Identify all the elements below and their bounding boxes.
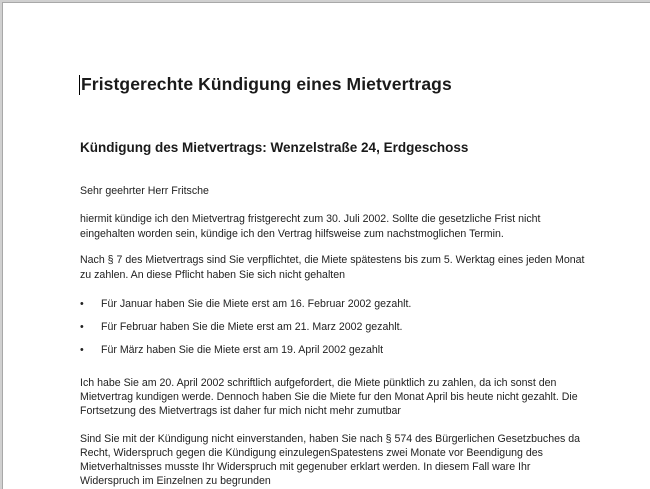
paragraph-3-line-1: Ich habe Sie am 20. April 2002 schriftlich aufgefordert, die Miete pünktlich zu zahlen, da ich sonst den [80,377,557,389]
bullet-icon: • [80,298,84,310]
paragraph-3-line-3: Fortsetzung des Mietvertrags ist daher fur mich nicht mehr zumutbar [80,405,401,417]
text-cursor [79,75,80,95]
letter-subject: Kündigung des Mietvertrags: Wenzelstraße 24, Erdgeschoss [80,140,469,155]
paragraph-2-line-2: zu zahlen. An diese Pflicht haben Sie sich nicht gehalten [80,269,346,281]
salutation: Sehr geehrter Herr Fritsche [80,185,209,197]
paragraph-3-line-2: Mietvertrag kundigen werde. Dennoch haben Sie die Miete fur den Monat April bis heute nicht gezahlt. Die [80,391,578,403]
bullet-icon: • [80,344,84,356]
document-page[interactable] [2,2,650,489]
paragraph-4-line-2: Recht, Widerspruch gegen die Kündigung einzulegenSpatestens zwei Monate vor Beendigung des [80,447,543,459]
paragraph-1-line-1: hiermit kündige ich den Mietvertrag fristgerecht zum 30. Juli 2002. Sollte die gesetzliche Frist nicht [80,213,541,225]
paragraph-2-line-1: Nach § 7 des Mietvertrags sind Sie verpflichtet, die Miete spätestens bis zum 5. Werktag eines jeden Monat [80,254,585,266]
paragraph-4-line-1: Sind Sie mit der Kündigung nicht einverstanden, haben Sie nach § 574 des Bürgerlichen Gesetzbuches da [80,433,581,445]
paragraph-4-line-3: Mietverhaltnisses musste Ihr Widerspruch mit gegenuber erklart werden. In diesem Fall ware Ihr [80,461,531,473]
bullet-icon: • [80,321,84,333]
list-item-text: Für März haben Sie die Miete erst am 19. April 2002 gezahlt [101,344,384,356]
list-item-text: Für Januar haben Sie die Miete erst am 16. Februar 2002 gezahlt. [101,298,412,310]
paragraph-1-line-2: eingehalten worden sein, kündige ich den Vertrag hilfsweise zum nachstmoglichen Termin. [80,228,504,240]
document-title: Fristgerechte Kündigung eines Mietvertrags [81,74,452,94]
list-item-text: Für Februar haben Sie die Miete erst am 21. Marz 2002 gezahlt. [101,321,403,333]
paragraph-4-line-4: Widerspruch im Einzelnen zu begrunden [80,475,271,487]
